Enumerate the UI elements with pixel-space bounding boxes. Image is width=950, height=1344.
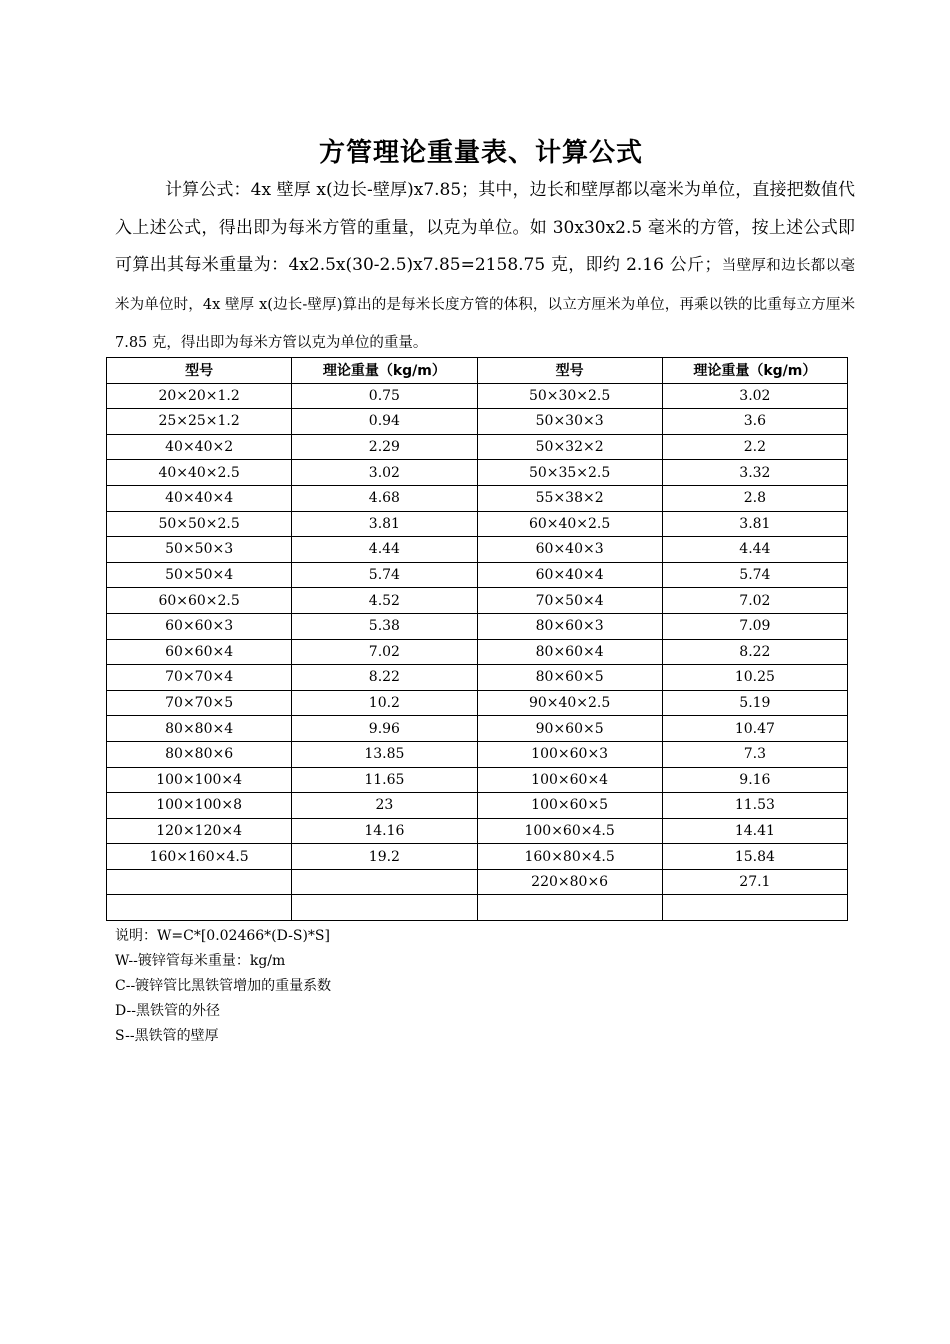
model-cell: 55×38×2: [477, 485, 662, 511]
model-cell: 80×80×4: [107, 716, 292, 742]
weight-cell: 3.6: [662, 409, 847, 435]
note-line: 说明：W=C*[0.02466*(D-S)*S]: [115, 928, 330, 944]
table-row: [107, 383, 848, 409]
page-title: 方管理论重量表、计算公式: [318, 138, 643, 168]
note-line: W--镀锌管每米重量：kg/m: [115, 953, 286, 969]
model-cell: 50×35×2.5: [477, 460, 662, 486]
weight-cell: 23: [292, 793, 477, 819]
table-row: [107, 434, 848, 460]
table-row: [107, 665, 848, 691]
table-row: [107, 537, 848, 563]
model-cell: 90×40×2.5: [477, 690, 662, 716]
weight-cell: 4.44: [292, 537, 477, 563]
weight-cell: [292, 869, 477, 895]
model-cell: 80×80×6: [107, 741, 292, 767]
weight-cell: 3.02: [292, 460, 477, 486]
weight-cell: 2.8: [662, 485, 847, 511]
weight-cell: 5.74: [662, 562, 847, 588]
weight-cell: 3.81: [292, 511, 477, 537]
model-cell: [107, 869, 292, 895]
model-cell: 60×60×2.5: [107, 588, 292, 614]
weight-cell: 8.22: [662, 639, 847, 665]
weight-cell: 0.75: [292, 383, 477, 409]
table-row: [107, 767, 848, 793]
model-cell: 220×80×6: [477, 869, 662, 895]
model-cell: 50×50×2.5: [107, 511, 292, 537]
weight-cell: 9.96: [292, 716, 477, 742]
header-weight: 理论重量（kg/m）: [292, 358, 477, 384]
weight-cell: 10.47: [662, 716, 847, 742]
table-row: [107, 562, 848, 588]
table-row: [107, 613, 848, 639]
model-cell: 120×120×4: [107, 818, 292, 844]
formula-paragraph: [115, 172, 855, 363]
model-cell: 100×60×5: [477, 793, 662, 819]
table-row: [107, 690, 848, 716]
note-line: C--镀锌管比黑铁管增加的重量系数: [115, 978, 332, 994]
header-model: 型号: [107, 358, 292, 384]
weight-cell: 7.02: [292, 639, 477, 665]
model-cell: 40×40×2: [107, 434, 292, 460]
table-row: [107, 818, 848, 844]
model-cell: 50×32×2: [477, 434, 662, 460]
weight-cell: 4.44: [662, 537, 847, 563]
formula-text: 计算公式：4x 壁厚 x(边长-壁厚)x7.85；其中，边长和壁厚都以毫米为单位，直接把数值代入上述公式，得出即为每米方管的重量，以克为单位。如 30x30x2.5 毫米的方管，按上述公式即可算出其每米重量为：4x2.5x(30-2.5)x7.85=2158.75 克，即约 2.16 公斤；: [115, 180, 855, 275]
model-cell: 60×60×3: [107, 613, 292, 639]
table-header-row: [107, 358, 848, 384]
table-row: [107, 485, 848, 511]
table-row: [107, 639, 848, 665]
weight-cell: 15.84: [662, 844, 847, 870]
model-cell: 160×80×4.5: [477, 844, 662, 870]
weight-cell: 14.16: [292, 818, 477, 844]
model-cell: 40×40×4: [107, 485, 292, 511]
model-cell: 40×40×2.5: [107, 460, 292, 486]
model-cell: 100×60×3: [477, 741, 662, 767]
notes-section: [115, 924, 815, 1049]
weight-cell: 14.41: [662, 818, 847, 844]
weight-cell: [292, 895, 477, 921]
table-row: [107, 511, 848, 537]
weight-cell: 13.85: [292, 741, 477, 767]
model-cell: [477, 895, 662, 921]
weight-cell: 9.16: [662, 767, 847, 793]
table-row: [107, 716, 848, 742]
weight-cell: 11.65: [292, 767, 477, 793]
model-cell: 60×40×3: [477, 537, 662, 563]
table-row: [107, 409, 848, 435]
model-cell: 50×50×3: [107, 537, 292, 563]
model-cell: 60×40×4: [477, 562, 662, 588]
model-cell: 60×40×2.5: [477, 511, 662, 537]
table-row: [107, 869, 848, 895]
weight-cell: 5.38: [292, 613, 477, 639]
model-cell: 90×60×5: [477, 716, 662, 742]
weight-cell: 5.74: [292, 562, 477, 588]
table-row: [107, 741, 848, 767]
model-cell: 100×100×8: [107, 793, 292, 819]
weight-cell: 19.2: [292, 844, 477, 870]
table-row: [107, 895, 848, 921]
weight-cell: 3.02: [662, 383, 847, 409]
header-weight: 理论重量（kg/m）: [662, 358, 847, 384]
weight-table: [106, 357, 848, 921]
model-cell: 25×25×1.2: [107, 409, 292, 435]
weight-cell: 3.81: [662, 511, 847, 537]
model-cell: 70×50×4: [477, 588, 662, 614]
model-cell: 80×60×3: [477, 613, 662, 639]
model-cell: 70×70×4: [107, 665, 292, 691]
weight-cell: 10.25: [662, 665, 847, 691]
model-cell: 160×160×4.5: [107, 844, 292, 870]
note-line: S--黑铁管的壁厚: [115, 1028, 219, 1044]
model-cell: 80×60×5: [477, 665, 662, 691]
weight-cell: 27.1: [662, 869, 847, 895]
table-row: [107, 844, 848, 870]
weight-cell: 8.22: [292, 665, 477, 691]
weight-cell: 7.09: [662, 613, 847, 639]
weight-cell: 4.52: [292, 588, 477, 614]
model-cell: 50×30×2.5: [477, 383, 662, 409]
weight-cell: 11.53: [662, 793, 847, 819]
weight-cell: [662, 895, 847, 921]
model-cell: 100×60×4: [477, 767, 662, 793]
table-row: [107, 793, 848, 819]
table-body: [107, 383, 848, 920]
model-cell: 20×20×1.2: [107, 383, 292, 409]
header-model: 型号: [477, 358, 662, 384]
weight-cell: 3.32: [662, 460, 847, 486]
model-cell: [107, 895, 292, 921]
model-cell: 80×60×4: [477, 639, 662, 665]
model-cell: 100×100×4: [107, 767, 292, 793]
model-cell: 70×70×5: [107, 690, 292, 716]
note-line: D--黑铁管的外径: [115, 1003, 220, 1019]
weight-cell: 7.02: [662, 588, 847, 614]
weight-cell: 5.19: [662, 690, 847, 716]
table-row: [107, 460, 848, 486]
formula-explanation: 当壁厚和边长都以毫米为单位时，4x 壁厚 x(边长-壁厚)算出的是每米长度方管的体积，以立方厘米为单位，再乘以铁的比重每立方厘米 7.85 克，得出即为每米方管以克为单位的重量。: [115, 258, 856, 351]
model-cell: 50×30×3: [477, 409, 662, 435]
weight-cell: 10.2: [292, 690, 477, 716]
weight-cell: 7.3: [662, 741, 847, 767]
weight-cell: 0.94: [292, 409, 477, 435]
table-row: [107, 588, 848, 614]
weight-cell: 2.29: [292, 434, 477, 460]
model-cell: 50×50×4: [107, 562, 292, 588]
weight-cell: 4.68: [292, 485, 477, 511]
model-cell: 100×60×4.5: [477, 818, 662, 844]
weight-cell: 2.2: [662, 434, 847, 460]
model-cell: 60×60×4: [107, 639, 292, 665]
